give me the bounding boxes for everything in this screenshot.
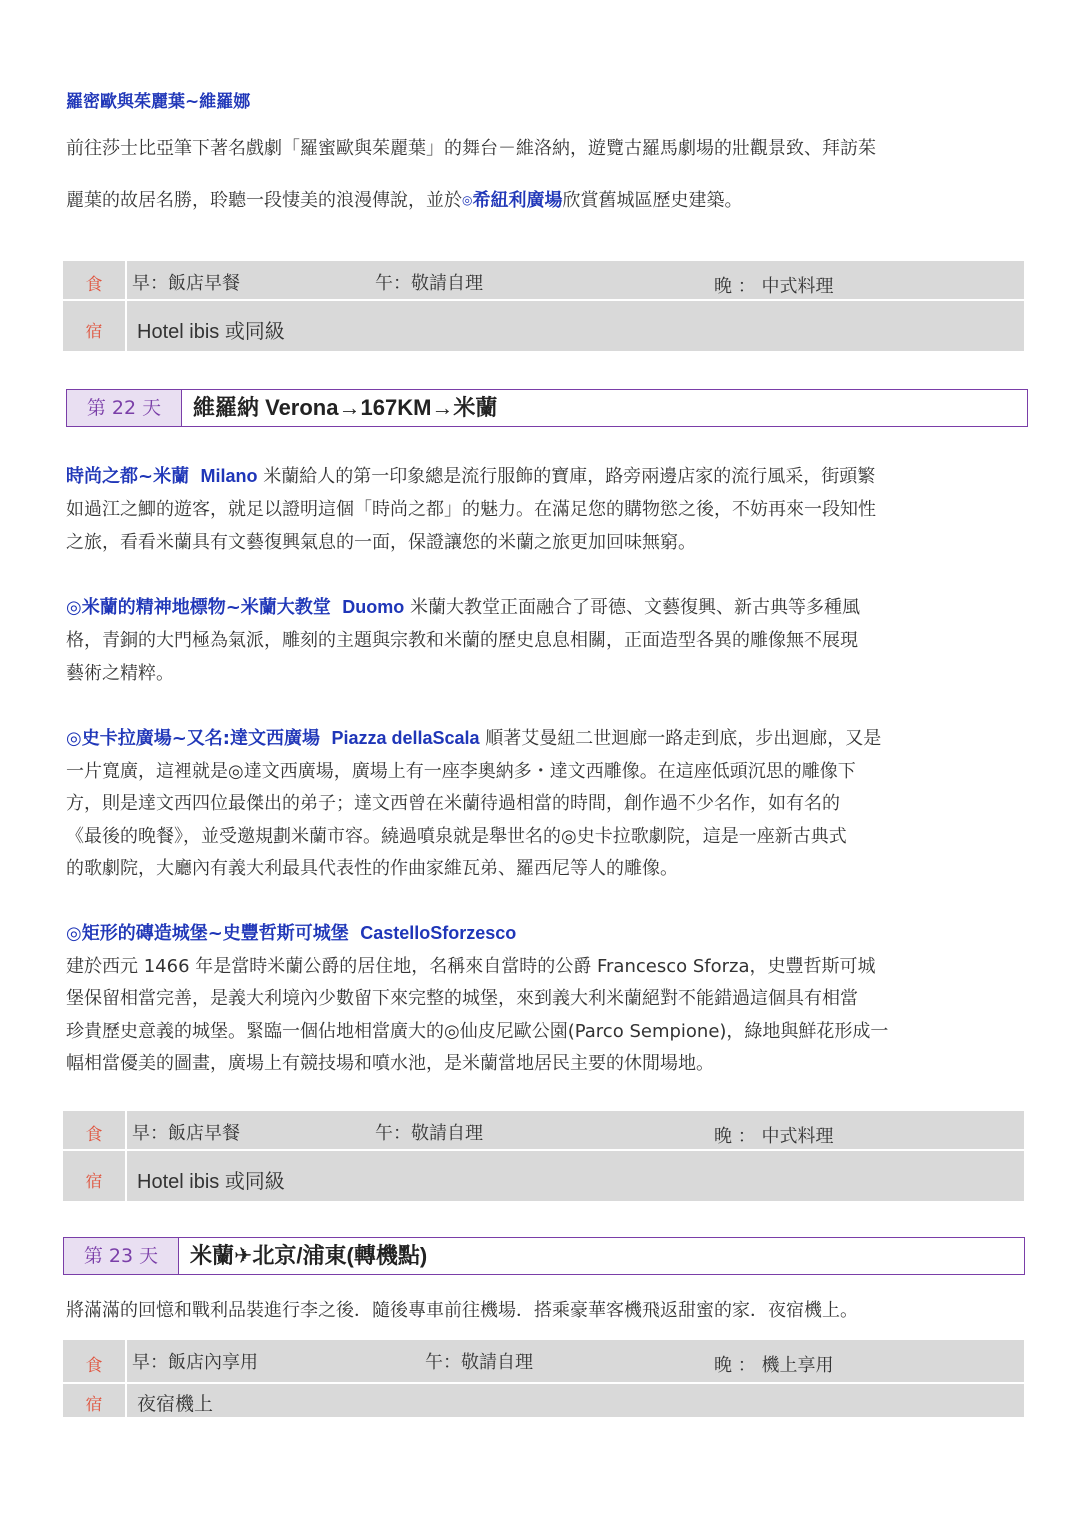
castello-paragraph-line3: 珍貴歷史意義的城堡。緊臨一個佔地相當廣大的◎仙皮尼歐公園(Parco Sempione)，綠地與鮮花形成一 [66, 1021, 889, 1042]
scala-paragraph-line5: 的歌劇院，大廳內有義大利最具代表性的作曲家維瓦弟、羅西尼等人的雕像。 [66, 858, 678, 879]
castello-paragraph-line4: 幅相當優美的圖畫，廣場上有競技場和噴水池，是米蘭當地居民主要的休閒場地。 [66, 1053, 714, 1074]
meal-breakfast: 早：飯店早餐 [132, 273, 240, 294]
meal-table-3 [63, 1340, 1024, 1417]
day-header-23 [63, 1237, 1025, 1275]
meal-label-food: 食 [85, 275, 103, 295]
meal-label-stay: 宿 [85, 322, 103, 342]
verona-line2-post: 欣賞舊城區歷史建築。 [562, 190, 743, 211]
milano-paragraph-line2: 如過江之鯽的遊客，就足以證明這個「時尚之都」的魅力。在滿足您的購物慾之後，不妨再來一段知性 [66, 499, 876, 520]
meal-label-stay: 宿 [85, 1395, 103, 1415]
verona-paragraph-line1: 前往莎士比亞筆下著名戲劇「羅蜜歐與茱麗葉」的舞台－維洛納，遊覽古羅馬劇場的壯觀景致、拜訪茱 [66, 138, 876, 159]
castello-highlight-en: CastelloSforzesco [360, 923, 517, 943]
milano-highlight-en: Milano [200, 466, 258, 486]
scala-paragraph-line3: 方，則是達文西四位最傑出的弟子；達文西曾在米蘭待過相當的時間，創作過不少名作，如有名的 [66, 793, 840, 814]
duomo-highlight-en: Duomo [342, 597, 405, 617]
castello-paragraph-line1: 建於西元 1466 年是當時米蘭公爵的居住地，名稱來自當時的公爵 Francesco Sforza，史豐哲斯可城 [66, 956, 876, 977]
day-label: 第 23 天 [64, 1238, 179, 1274]
return-paragraph: 將滿滿的回憶和戰利品裝進行李之後．隨後專車前往機場．搭乘豪華客機飛返甜蜜的家．夜宿機上。 [66, 1300, 858, 1321]
meal-label-food: 食 [85, 1356, 103, 1376]
meal-hotel: Hotel ibis 或同級 [137, 321, 285, 343]
meal-dinner: 晚 ： 機上享用 [714, 1355, 834, 1376]
day-title: 維羅納 Verona→167KM→米蘭 [193, 395, 498, 420]
day-header-22 [66, 389, 1028, 427]
scala-highlight-en: Piazza dellaScala [331, 728, 480, 748]
castello-paragraph-title [66, 919, 1026, 945]
milano-paragraph-line3: 之旅，看看米蘭具有文藝復興氣息的一面，保證讓您的米蘭之旅更加回味無窮。 [66, 532, 696, 553]
day-title: 米蘭✈北京/浦東(轉機點) [190, 1243, 428, 1268]
meal-hotel: Hotel ibis 或同級 [137, 1171, 285, 1193]
circle-mark-icon: ◎ [462, 193, 473, 207]
castello-paragraph-line2: 堡保留相當完善，是義大利境內少數留下來完整的城堡，來到義大利米蘭絕對不能錯過這個具有相當 [66, 988, 858, 1009]
verona-paragraph-line2 [66, 186, 1026, 212]
duomo-paragraph-line2: 格，青銅的大門極為氣派，雕刻的主題與宗教和米蘭的歷史息息相關，正面造型各異的雕像無不展現 [66, 630, 858, 651]
scala-paragraph-line2: 一片寬廣，這裡就是◎達文西廣場，廣場上有一座李奧納多・達文西雕像。在這座低頭沉思的雕像下 [66, 761, 856, 782]
meal-dinner: 晚 ： 中式料理 [714, 1126, 834, 1147]
milano-highlight: 時尚之都~米蘭 [66, 466, 190, 487]
meal-label-food: 食 [85, 1125, 103, 1145]
milano-text1: 米蘭給人的第一印象總是流行服飾的寶庫，路旁兩邊店家的流行風采，街頭繁 [263, 466, 876, 487]
meal-breakfast: 早：飯店早餐 [132, 1123, 240, 1144]
meal-lunch: 午：敬請自理 [425, 1352, 533, 1373]
meal-table-2 [63, 1111, 1024, 1201]
duomo-highlight: ◎米蘭的精神地標物~米蘭大教堂 [66, 597, 331, 618]
meal-lunch: 午：敬請自理 [375, 273, 483, 294]
verona-highlight-place: 希紐利廣場 [472, 190, 563, 211]
duomo-paragraph-line3: 藝術之精粹。 [66, 663, 174, 684]
duomo-paragraph-line1 [66, 593, 1026, 619]
day-label: 第 22 天 [67, 390, 182, 426]
meal-lunch: 午：敬請自理 [375, 1123, 483, 1144]
meal-hotel: 夜宿機上 [137, 1394, 214, 1415]
duomo-text1: 米蘭大教堂正面融合了哥德、文藝復興、新古典等多種風 [409, 597, 860, 618]
castello-highlight: ◎矩形的磚造城堡~史豐哲斯可城堡 [66, 923, 349, 944]
section-title-verona: 羅密歐與茱麗葉~維羅娜 [66, 92, 251, 112]
scala-text1: 順著艾曼紐二世迴廊一路走到底，步出迴廊，又是 [485, 728, 882, 749]
scala-paragraph-line1 [66, 724, 1026, 750]
meal-label-stay: 宿 [85, 1172, 103, 1192]
scala-paragraph-line4: 《最後的晚餐》，並受邀規劃米蘭市容。繞過噴泉就是舉世名的◎史卡拉歌劇院，這是一座新古典式 [66, 826, 847, 847]
milano-paragraph-line1 [66, 462, 1026, 488]
meal-breakfast: 早：飯店內享用 [132, 1352, 258, 1373]
verona-line2-pre: 麗葉的故居名勝，聆聽一段悽美的浪漫傳說，並於 [66, 190, 462, 211]
meal-dinner: 晚 ： 中式料理 [714, 276, 834, 297]
scala-highlight: ◎史卡拉廣場~又名:達文西廣場 [66, 728, 320, 749]
meal-table-1 [63, 261, 1024, 351]
